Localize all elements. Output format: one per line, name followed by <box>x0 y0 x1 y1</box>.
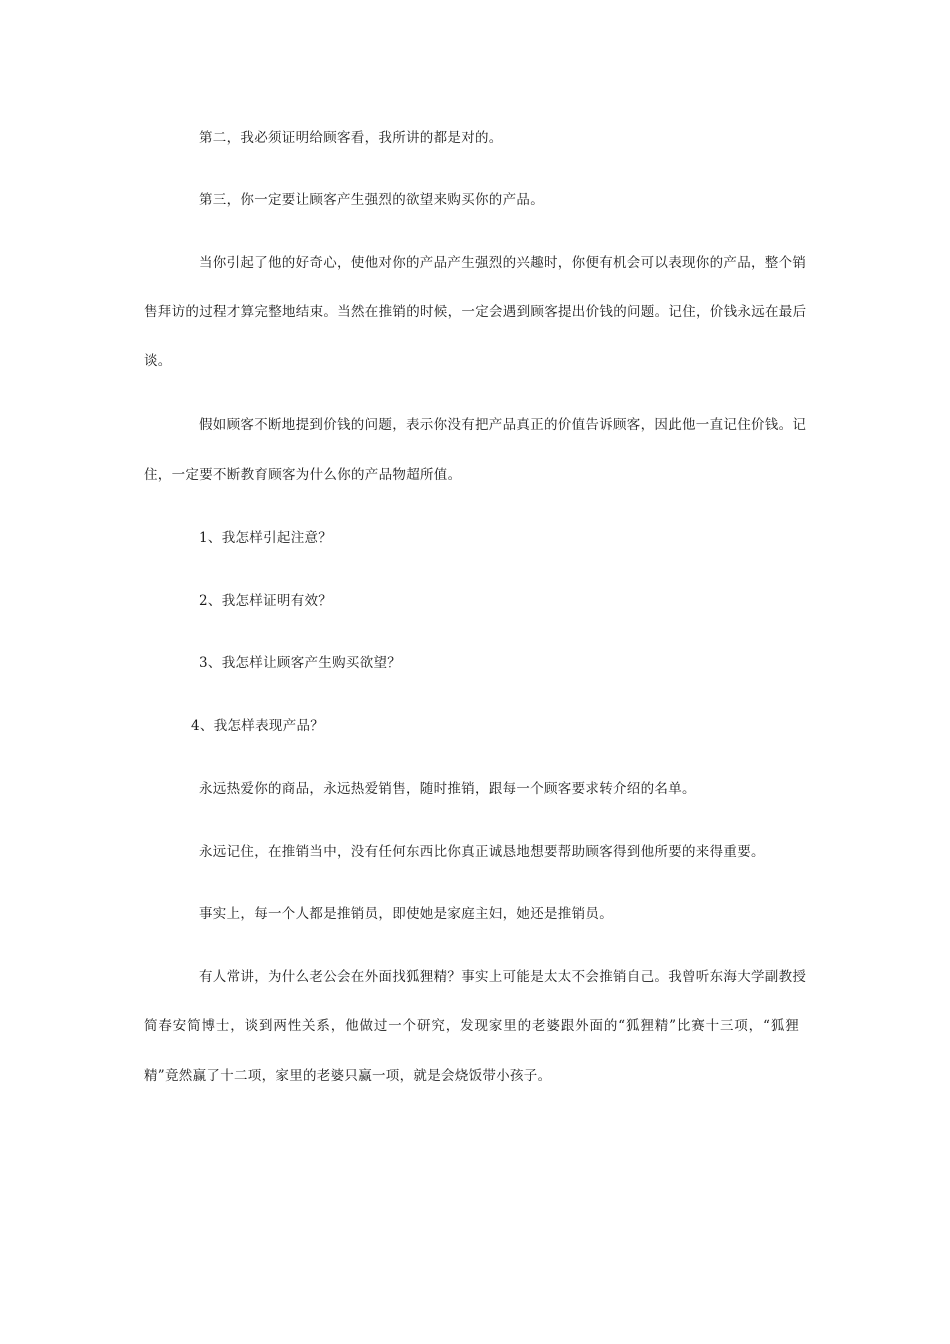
paragraph-12-line-3: 精”竟然赢了十二项，家里的老婆只赢一项，就是会烧饭带小孩子。 <box>144 1068 552 1084</box>
paragraph-11-line-1: 事实上，每一个人都是推销员，即使她是家庭主妇，她还是推销员。 <box>199 906 613 922</box>
paragraph-2-line-1: 第三，你一定要让顾客产生强烈的欲望来购买你的产品。 <box>199 192 544 208</box>
paragraph-3-line-1 <box>199 254 807 272</box>
paragraph-9-line-1: 永远热爱你的商品，永远热爱销售，随时推销，跟每一个顾客要求转介绍的名单。 <box>199 781 696 797</box>
paragraph-1-line-1: 第二，我必须证明给顾客看，我所讲的都是对的。 <box>199 130 503 146</box>
paragraph-3-line-2-text: 售拜访的过程才算完整地结束。当然在推销的时候，一定会遇到顾客提出价钱的问题。记住，价钱永远在最后 <box>144 304 807 320</box>
paragraph-12-line-2 <box>144 1017 799 1035</box>
list-item-4: 4、我怎样表现产品？ <box>191 718 325 734</box>
paragraph-4-line-1-text: 假如顾客不断地提到价钱的问题，表示你没有把产品真正的价值告诉顾客，因此他一直记住价钱。记 <box>199 417 807 433</box>
paragraph-3-line-3: 谈。 <box>144 353 172 369</box>
paragraph-10-line-1: 永远记住，在推销当中，没有任何东西比你真正诚恳地想要帮助顾客得到他所要的来得重要。 <box>199 844 765 860</box>
paragraph-3-line-1-text: 当你引起了他的好奇心，使他对你的产品产生强烈的兴趣时，你便有机会可以表现你的产品，整个销 <box>199 255 807 271</box>
list-item-2: 2、我怎样证明有效？ <box>199 593 333 609</box>
list-item-3: 3、我怎样让顾客产生购买欲望？ <box>199 655 402 671</box>
paragraph-12-line-2-text: 简春安简博士，谈到两性关系，他做过一个研究，发现家里的老婆跟外面的“狐狸精”比赛十三项，“狐狸 <box>144 1018 799 1034</box>
paragraph-4-line-1 <box>199 416 807 434</box>
paragraph-12-line-1 <box>199 968 807 986</box>
paragraph-12-line-1-text: 有人常讲，为什么老公会在外面找狐狸精？事实上可能是太太不会推销自己。我曾听东海大学副教授 <box>199 969 807 985</box>
paragraph-3-line-2 <box>144 303 807 321</box>
paragraph-4-line-2: 住，一定要不断教育顾客为什么你的产品物超所值。 <box>144 467 462 483</box>
list-item-1: 1、我怎样引起注意？ <box>199 530 333 546</box>
